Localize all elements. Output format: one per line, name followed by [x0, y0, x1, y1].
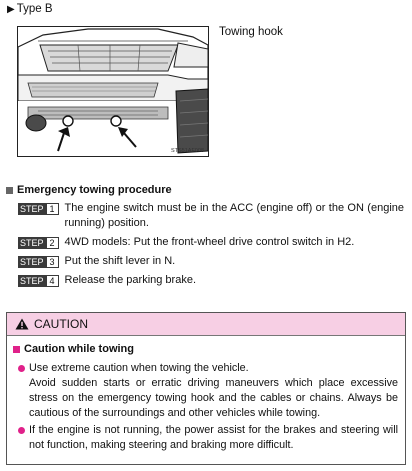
step-text: Put the shift lever in N. [64, 255, 176, 267]
step-text: Release the parking brake. [64, 274, 196, 286]
square-bullet-icon [6, 187, 13, 194]
caution-header: CAUTION [7, 313, 405, 336]
caution-subtitle: Caution while towing [13, 343, 134, 355]
triangle-right-icon: ▶ [7, 4, 15, 15]
caution-box [6, 312, 406, 465]
figure-caption: Towing hook [219, 26, 283, 38]
step-badge: STEP 2 [18, 237, 59, 249]
step-badge: STEP 4 [18, 275, 59, 287]
step-badge: STEP 3 [18, 256, 59, 268]
step-4 [18, 273, 404, 288]
caution-bullet-2: If the engine is not running, the power assist for the brakes and steering will not function, making steering and braking more difficult. [18, 423, 398, 453]
step-2 [18, 235, 404, 250]
step-text: The engine switch must be in the ACC (engine off) or the ON (engine running) position. [64, 202, 404, 229]
warning-triangle-icon [15, 318, 29, 330]
truck-front-drawing [18, 27, 208, 156]
step-3 [18, 254, 404, 269]
type-label: ▶ Type B [7, 3, 53, 15]
step-text: 4WD models: Put the front-wheel drive control switch in H2. [64, 236, 355, 248]
pink-bullet-icon [18, 427, 25, 434]
step-badge: STEP 1 [18, 203, 59, 215]
pink-bullet-icon [18, 365, 25, 372]
pink-square-icon [13, 346, 20, 353]
step-1 [18, 201, 404, 231]
procedure-heading: Emergency towing procedure [6, 184, 172, 196]
caution-bullet-1: Use extreme caution when towing the vehicle. Avoid sudden starts or erratic driving maneuvers which place excessive stress on the emergency towing hook and the cables or chains. Always be cautious of the surroundings and other vehicles while towing. [18, 361, 398, 421]
towing-hook-illustration [17, 26, 209, 157]
figure-code: STS51AF008 [170, 148, 204, 154]
